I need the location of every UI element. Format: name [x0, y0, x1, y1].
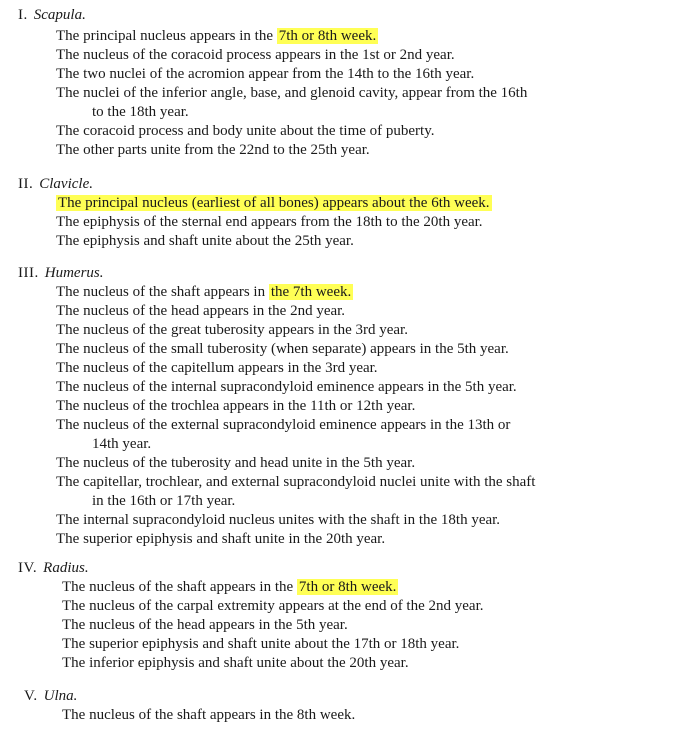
highlighted-text: 7th or 8th week.	[278, 28, 377, 44]
line-text: The nucleus of the shaft appears in the	[62, 579, 297, 595]
text-line-continuation: in the 16th or 17th year.	[92, 493, 236, 509]
section-heading	[18, 6, 86, 24]
text-line: The nucleus of the tuberosity and head unite in the 5th year.	[56, 455, 416, 471]
text-line: The nucleus of the head appears in the 2nd year.	[56, 303, 346, 319]
text-line: The nucleus of the great tuberosity appears in the 3rd year.	[56, 322, 408, 338]
section-name: Clavicle.	[39, 176, 93, 192]
section-numeral: V.	[24, 688, 38, 704]
line-text: The nucleus of the shaft appears in	[56, 284, 269, 300]
text-line: The inferior epiphysis and shaft unite about the 20th year.	[62, 655, 409, 671]
text-line: The coracoid process and body unite about the time of puberty.	[56, 123, 435, 139]
text-line: The nuclei of the inferior angle, base, and glenoid cavity, appear from the 16th	[56, 85, 528, 101]
text-line: The capitellar, trochlear, and external supracondyloid nuclei unite with the shaft	[56, 474, 536, 490]
text-line: The epiphysis and shaft unite about the 25th year.	[56, 233, 354, 249]
section-name: Ulna.	[43, 688, 78, 704]
section-name: Scapula.	[33, 7, 86, 23]
text-line: The nucleus of the trochlea appears in the 11th or 12th year.	[56, 398, 416, 414]
section-numeral: IV.	[18, 560, 38, 576]
section-numeral: II.	[18, 176, 34, 192]
text-line	[56, 27, 378, 45]
text-line: The nucleus of the internal supracondyloid eminence appears in the 5th year.	[56, 379, 517, 395]
section-heading	[18, 559, 89, 577]
highlighted-text: 7th or 8th week.	[298, 579, 397, 595]
text-line-continuation: 14th year.	[92, 436, 152, 452]
highlighted-text: The principal nucleus (earliest of all bones) appears about the 6th week.	[58, 195, 490, 211]
text-line: The nucleus of the capitellum appears in the 3rd year.	[56, 360, 378, 376]
section-name: Humerus.	[44, 265, 104, 281]
section-heading	[18, 264, 104, 282]
text-line-continuation: to the 18th year.	[92, 104, 189, 120]
text-line: The nucleus of the carpal extremity appears at the end of the 2nd year.	[62, 598, 484, 614]
section-name: Radius.	[43, 560, 89, 576]
text-line: The internal supracondyloid nucleus unites with the shaft in the 18th year.	[56, 512, 501, 528]
text-line: The superior epiphysis and shaft unite about the 17th or 18th year.	[62, 636, 460, 652]
highlighted-text: the 7th week.	[270, 284, 352, 300]
text-line: The nucleus of the head appears in the 5th year.	[62, 617, 348, 633]
text-line	[62, 578, 398, 596]
section-numeral: I.	[18, 7, 28, 23]
section-numeral: III.	[18, 265, 39, 281]
text-line: The nucleus of the external supracondyloid eminence appears in the 13th or	[56, 417, 511, 433]
line-text: The principal nucleus appears in the	[56, 28, 277, 44]
text-line: The nucleus of the small tuberosity (when separate) appears in the 5th year.	[56, 341, 509, 357]
section-heading	[18, 175, 93, 193]
text-line: The nucleus of the shaft appears in the 8th week.	[62, 707, 356, 723]
text-line: The other parts unite from the 22nd to the 25th year.	[56, 142, 370, 158]
text-line: The epiphysis of the sternal end appears from the 18th to the 20th year.	[56, 214, 483, 230]
text-line: The two nuclei of the acromion appear from the 14th to the 16th year.	[56, 66, 475, 82]
text-line	[56, 283, 353, 301]
section-heading	[24, 687, 77, 705]
text-line: The nucleus of the coracoid process appears in the 1st or 2nd year.	[56, 47, 455, 63]
text-line	[56, 194, 492, 212]
text-line: The superior epiphysis and shaft unite in the 20th year.	[56, 531, 386, 547]
